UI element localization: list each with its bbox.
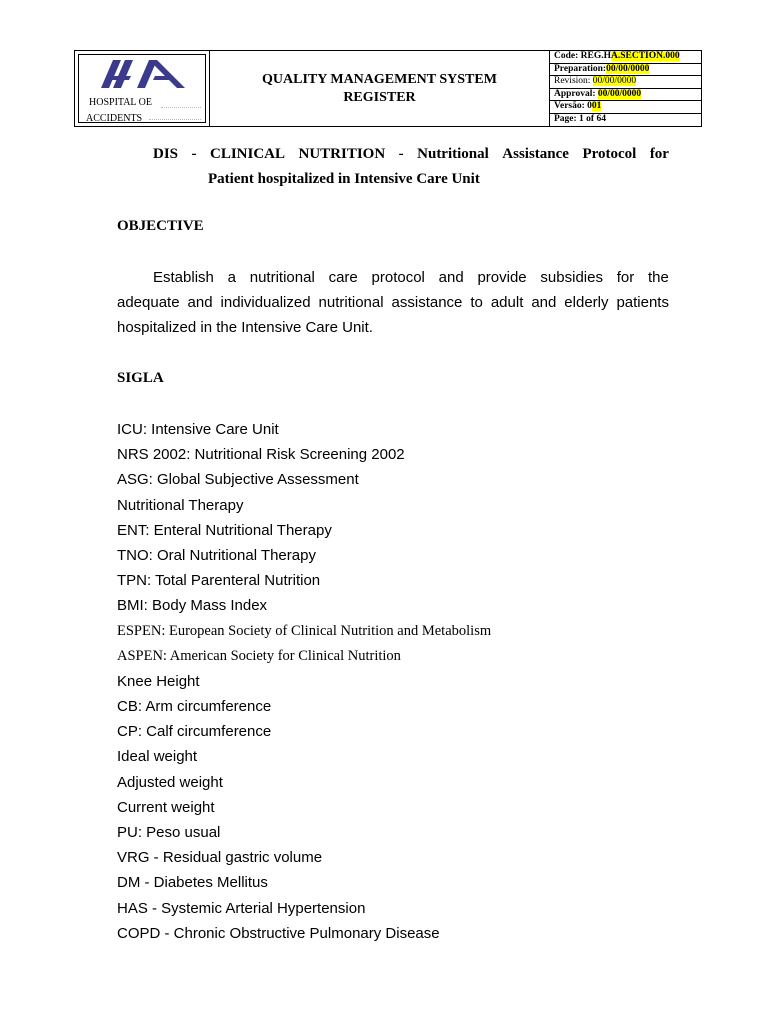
meta-approval: Approval: 00/00/0000 bbox=[550, 89, 701, 102]
objective-line1 bbox=[117, 265, 669, 290]
sigla-item: ENT: Enteral Nutritional Therapy bbox=[117, 521, 332, 539]
word: to bbox=[470, 294, 483, 311]
word: elderly bbox=[564, 294, 609, 311]
logo-text-line1: HOSPITAL OE bbox=[89, 97, 152, 108]
sigla-item: ICU: Intensive Care Unit bbox=[117, 421, 279, 438]
sigla-item: COPD - Chronic Obstructive Pulmonary Disease bbox=[117, 924, 440, 942]
word: NUTRITION bbox=[298, 146, 386, 162]
header-title-line1: QUALITY MANAGEMENT SYSTEM bbox=[262, 72, 497, 87]
word: Protocol bbox=[582, 146, 637, 162]
logo-dotted-line bbox=[149, 119, 201, 120]
word: and bbox=[531, 294, 557, 311]
meta-version: Versão: 001 bbox=[550, 101, 701, 114]
sigla-item: TPN: Total Parenteral Nutrition bbox=[117, 572, 321, 590]
sigla-item: CB: Arm circumference bbox=[117, 698, 272, 716]
sigla-item: ASPEN: American Society for Clinical Nutrition bbox=[117, 647, 401, 664]
document-title-line1 bbox=[117, 142, 669, 167]
document-title bbox=[117, 142, 669, 192]
sigla-item: TNO: Oral Nutritional Therapy bbox=[117, 546, 316, 564]
logo-dotted-line bbox=[161, 107, 201, 108]
word: individualized bbox=[220, 294, 311, 311]
sigla-list bbox=[117, 417, 491, 946]
logo-cell bbox=[75, 51, 210, 126]
word: nutritional bbox=[318, 294, 384, 311]
word: a bbox=[227, 269, 236, 286]
meta-revision: Revision: 00/00/0000 bbox=[550, 76, 701, 89]
word: and bbox=[187, 294, 213, 311]
objective-line2 bbox=[117, 290, 669, 315]
meta-preparation: Preparation:00/00/0000 bbox=[550, 64, 701, 77]
header-title-line2: REGISTER bbox=[343, 90, 416, 105]
sigla-item: BMI: Body Mass Index bbox=[117, 597, 268, 615]
word: adequate bbox=[117, 294, 180, 311]
header-title bbox=[210, 51, 550, 126]
sigla-heading: SIGLA bbox=[117, 370, 164, 386]
logo-text-line2: ACCIDENTS bbox=[86, 113, 143, 124]
sigla-item: HAS - Systemic Arterial Hypertension bbox=[117, 899, 366, 917]
word: DIS bbox=[153, 146, 179, 162]
sigla-item: Nutritional Therapy bbox=[117, 496, 244, 514]
sigla-item: Current weight bbox=[117, 798, 215, 816]
meta-code: Code: REG.HA.SECTION.000 bbox=[550, 51, 701, 64]
sigla-item: ASG: Global Subjective Assessment bbox=[117, 471, 359, 489]
sigla-item: NRS 2002: Nutritional Risk Screening 2002 bbox=[117, 446, 405, 464]
word: Nutritional bbox=[417, 146, 489, 162]
word: Establish bbox=[153, 269, 214, 286]
document-title-line2: Patient hospitalized in Intensive Care Unit bbox=[208, 171, 480, 187]
sigla-item: Knee Height bbox=[117, 672, 200, 690]
word: care bbox=[328, 269, 358, 286]
word: subsidies bbox=[540, 269, 603, 286]
sigla-item: CP: Calf circumference bbox=[117, 723, 272, 741]
meta-page: Page: 1 of 64 bbox=[554, 113, 606, 124]
sigla-item: Ideal weight bbox=[117, 748, 198, 766]
word: and bbox=[438, 269, 464, 286]
header-table bbox=[74, 50, 702, 127]
word: patients bbox=[616, 294, 669, 311]
word: provide bbox=[477, 269, 527, 286]
sigla-item: Adjusted weight bbox=[117, 773, 223, 791]
objective-heading: OBJECTIVE bbox=[117, 218, 204, 234]
hospital-logo-icon bbox=[99, 58, 189, 90]
word: protocol bbox=[371, 269, 425, 286]
word: Assistance bbox=[502, 146, 569, 162]
word: CLINICAL bbox=[209, 146, 285, 162]
sigla-item: PU: Peso usual bbox=[117, 824, 221, 841]
word: nutritional bbox=[249, 269, 315, 286]
sigla-item: VRG - Residual gastric volume bbox=[117, 849, 323, 867]
word: for bbox=[616, 269, 635, 286]
objective-line3: hospitalized in the Intensive Care Unit. bbox=[117, 319, 373, 336]
word: - bbox=[191, 146, 197, 162]
document-meta bbox=[550, 51, 701, 126]
sigla-item: DM - Diabetes Mellitus bbox=[117, 874, 268, 892]
word: for bbox=[649, 146, 669, 162]
word: adult bbox=[490, 294, 524, 311]
sigla-item: ESPEN: European Society of Clinical Nutrition and Metabolism bbox=[117, 622, 492, 639]
objective-paragraph bbox=[117, 265, 669, 340]
word: the bbox=[648, 269, 669, 286]
word: assistance bbox=[391, 294, 463, 311]
word: - bbox=[398, 146, 404, 162]
logo-frame bbox=[78, 54, 206, 123]
